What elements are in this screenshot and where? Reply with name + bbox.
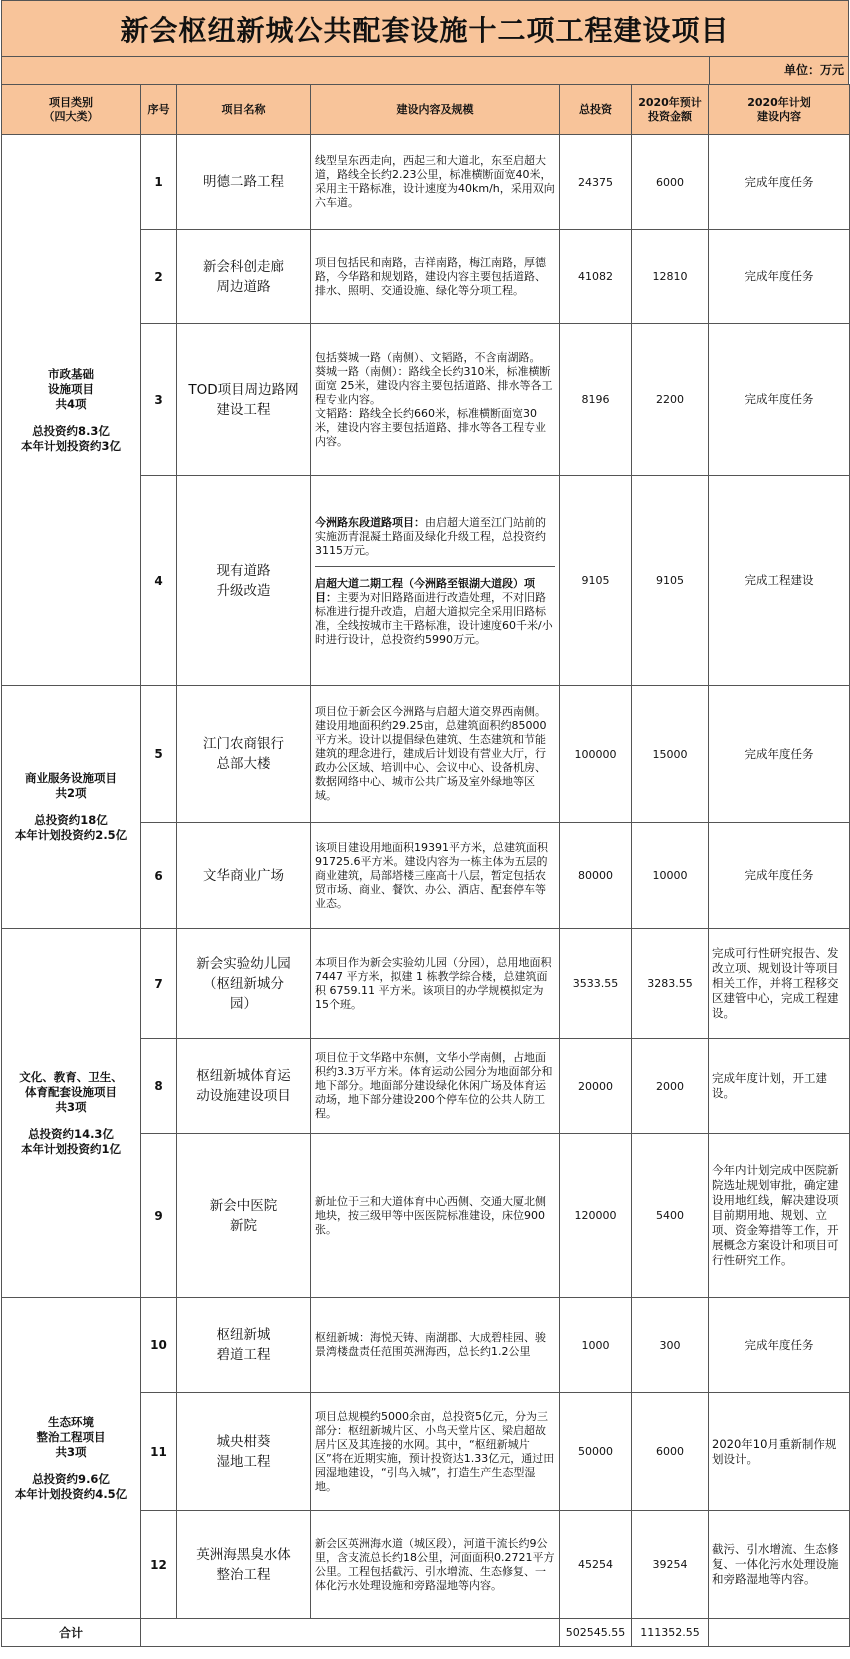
project-content: 项目包括民和南路，吉祥南路，梅江南路，厚德路，今华路和规划路，建设内容主要包括道路、排水、照明、交通设施、绿化等分项工程。 [311,230,560,324]
total-investment: 41082 [560,230,632,324]
seq-cell: 10 [141,1298,177,1393]
project-content [311,476,560,686]
investment-2020: 6000 [632,1393,709,1511]
seq-cell: 1 [141,135,177,230]
investment-2020: 9105 [632,476,709,686]
seq-cell: 6 [141,823,177,929]
header-name: 项目名称 [177,85,311,135]
total-investment: 1000 [560,1298,632,1393]
investment-2020: 39254 [632,1511,709,1619]
investment-2020: 10000 [632,823,709,929]
seq-cell: 12 [141,1511,177,1619]
category-cell: 市政基础 设施项目 共4项 总投资约8.3亿 本年计划投资约3亿 [2,135,141,686]
plan-2020: 完成年度任务 [709,686,850,823]
plan-2020: 今年内计划完成中医院新院选址规划审批，确定建设用地红线，解决建设项目前期用地、规划、立项、资金筹措等工作，开展概念方案设计和项目可行性研究工作。 [709,1134,850,1298]
project-content: 本项目作为新会实验幼儿园（分园），总用地面积 7447 平方米，拟建 1 栋教学综合楼，总建筑面积 6759.11 平方米。该项目的办学规模拟定为15个班。 [311,929,560,1039]
sub-project: 今洲路东段道路项目：由启超大道至江门站前的实施沥青混凝土路面及绿化升级工程，总投资约3115万元。 [315,510,555,567]
project-content: 新址位于三和大道体育中心西侧、交通大厦北侧地块，按三级甲等中医医院标准建设，床位900张。 [311,1134,560,1298]
investment-2020: 300 [632,1298,709,1393]
total-investment: 3533.55 [560,929,632,1039]
plan-2020: 2020年10月重新制作规划设计。 [709,1393,850,1511]
header-row [2,85,850,135]
total-investment: 120000 [560,1134,632,1298]
project-name: 枢纽新城体育运 动设施建设项目 [177,1039,311,1134]
investment-2020: 3283.55 [632,929,709,1039]
header-seq: 序号 [141,85,177,135]
table-row [2,686,850,823]
investment-2020: 2000 [632,1039,709,1134]
header-invest-2020: 2020年预计 投资金额 [632,85,709,135]
project-name: 新会实验幼儿园 （枢纽新城分 园） [177,929,311,1039]
seq-cell: 2 [141,230,177,324]
project-name: 新会科创走廊 周边道路 [177,230,311,324]
category-cell: 生态环境 整治工程项目 共3项 总投资约9.6亿 本年计划投资约4.5亿 [2,1298,141,1619]
plan-2020: 完成工程建设 [709,476,850,686]
investment-2020: 12810 [632,230,709,324]
unit-row [1,56,849,84]
seq-cell: 7 [141,929,177,1039]
sub-project: 启超大道二期工程（今洲路至银湖大道段）项目：主要为对旧路路面进行改造处理，不对旧路标准进行提升改造，启超大道拟完全采用旧路标准，全线按城市主干路标准，设计速度60千米/小时进行设计，总投资约5990万元。 [315,577,553,646]
plan-2020: 完成年度任务 [709,135,850,230]
total-label: 合计 [2,1619,141,1647]
project-name: 枢纽新城 碧道工程 [177,1298,311,1393]
project-content: 线型呈东西走向，西起三和大道北，东至启超大道，路线全长约2.23公里，标准横断面宽40米，采用主干路标准，设计速度为40km/h，采用双向六车道。 [311,135,560,230]
investment-2020: 2200 [632,324,709,476]
total-investment: 8196 [560,324,632,476]
grand-total-investment: 502545.55 [560,1619,632,1647]
plan-2020: 完成年度任务 [709,823,850,929]
seq-cell: 9 [141,1134,177,1298]
project-content: 项目总规模约5000余亩，总投资5亿元，分为三部分：枢纽新城片区、小鸟天堂片区、梁启超故居片区及其连接的水网。其中，“枢纽新城片区”将在近期实施，预计投资达1.33亿元，通过田园湿地建设，“引鸟入城”，打造生产生态型湿地。 [311,1393,560,1511]
project-name: 明德二路工程 [177,135,311,230]
project-name: 江门农商银行 总部大楼 [177,686,311,823]
table-row [2,929,850,1039]
seq-cell: 3 [141,324,177,476]
project-content: 枢纽新城：海悦天铸、南湖郡、大成碧桂园、骏景湾楼盘责任范围英洲海西，总长约1.2公里 [311,1298,560,1393]
project-name: TOD项目周边路网 建设工程 [177,324,311,476]
project-name: 城央柑葵 湿地工程 [177,1393,311,1511]
plan-2020: 截污、引水增流、生态修复、一体化污水处理设施和旁路湿地等内容。 [709,1511,850,1619]
project-name: 现有道路 升级改造 [177,476,311,686]
project-content: 项目位于新会区今洲路与启超大道交界西南侧。建设用地面积约29.25亩，总建筑面积约85000平方米。设计以提倡绿色建筑、生态建筑和节能建筑的理念进行，建成后计划设有营业大厅，行政办公区域、培训中心、会议中心、设备机房、数据网络中心、城市公共广场及室外绿地等区域。 [311,686,560,823]
table-row [2,135,850,230]
total-investment: 9105 [560,476,632,686]
table-row [2,1298,850,1393]
header-plan-2020: 2020年计划 建设内容 [709,85,850,135]
plan-2020: 完成年度任务 [709,230,850,324]
header-content: 建设内容及规模 [311,85,560,135]
unit-label: 单位：万元 [783,63,844,77]
total-row [2,1619,850,1647]
seq-cell: 11 [141,1393,177,1511]
total-investment: 50000 [560,1393,632,1511]
total-investment: 80000 [560,823,632,929]
project-name: 文华商业广场 [177,823,311,929]
category-cell: 文化、教育、卫生、 体育配套设施项目 共3项 总投资约14.3亿 本年计划投资约1亿 [2,929,141,1298]
investment-2020: 5400 [632,1134,709,1298]
plan-2020: 完成可行性研究报告、发改立项、规划设计等项目相关工作，并将工程移交区建管中心，完成工程建设。 [709,929,850,1039]
total-investment: 45254 [560,1511,632,1619]
seq-cell: 5 [141,686,177,823]
investment-2020: 6000 [632,135,709,230]
project-content: 该项目建设用地面积19391平方米，总建筑面积91725.6平方米。建设内容为一栋主体为五层的商业建筑，局部塔楼三座高十八层，暂定包括农贸市场、商业、餐饮、办公、酒店、配套停车等业态。 [311,823,560,929]
plan-2020: 完成年度计划，开工建设。 [709,1039,850,1134]
total-investment: 20000 [560,1039,632,1134]
project-name: 英洲海黑臭水体 整治工程 [177,1511,311,1619]
header-category: 项目类别 （四大类） [2,85,141,135]
project-content: 项目位于文华路中东侧，文华小学南侧，占地面积约3.3万平方米。体育运动公园分为地面部分和地下部分。地面部分建设绿化休闲广场及体育运动场，地下部分建设200个停车位的公共人防工程。 [311,1039,560,1134]
total-investment: 100000 [560,686,632,823]
sheet [1,0,849,1647]
category-cell: 商业服务设施项目 共2项 总投资约18亿 本年计划投资约2.5亿 [2,686,141,929]
investment-2020: 15000 [632,686,709,823]
plan-2020: 完成年度任务 [709,1298,850,1393]
seq-cell: 4 [141,476,177,686]
grand-total-2020: 111352.55 [632,1619,709,1647]
seq-cell: 8 [141,1039,177,1134]
project-content: 新会区英洲海水道（城区段），河道干流长约9公里，含支流总长约18公里，河面面积0.2721平方公里。工程包括截污、引水增流、生态修复、一体化污水处理设施和旁路湿地等内容。 [311,1511,560,1619]
sheet-title: 新会枢纽新城公共配套设施十二项工程建设项目 [1,0,849,56]
total-investment: 24375 [560,135,632,230]
project-name: 新会中医院 新院 [177,1134,311,1298]
header-total: 总投资 [560,85,632,135]
project-content: 包括葵城一路（南侧）、文韬路，不含南湖路。 葵城一路（南侧）：路线全长约310米，标准横断面宽 25米，建设内容主要包括道路、排水等各工程专业内容。 文韬路：路线全长约660米，标准横断面宽30米，建设内容主要包括道路、排水等各工程专业内容。 [311,324,560,476]
project-table [1,84,850,1647]
plan-2020: 完成年度任务 [709,324,850,476]
